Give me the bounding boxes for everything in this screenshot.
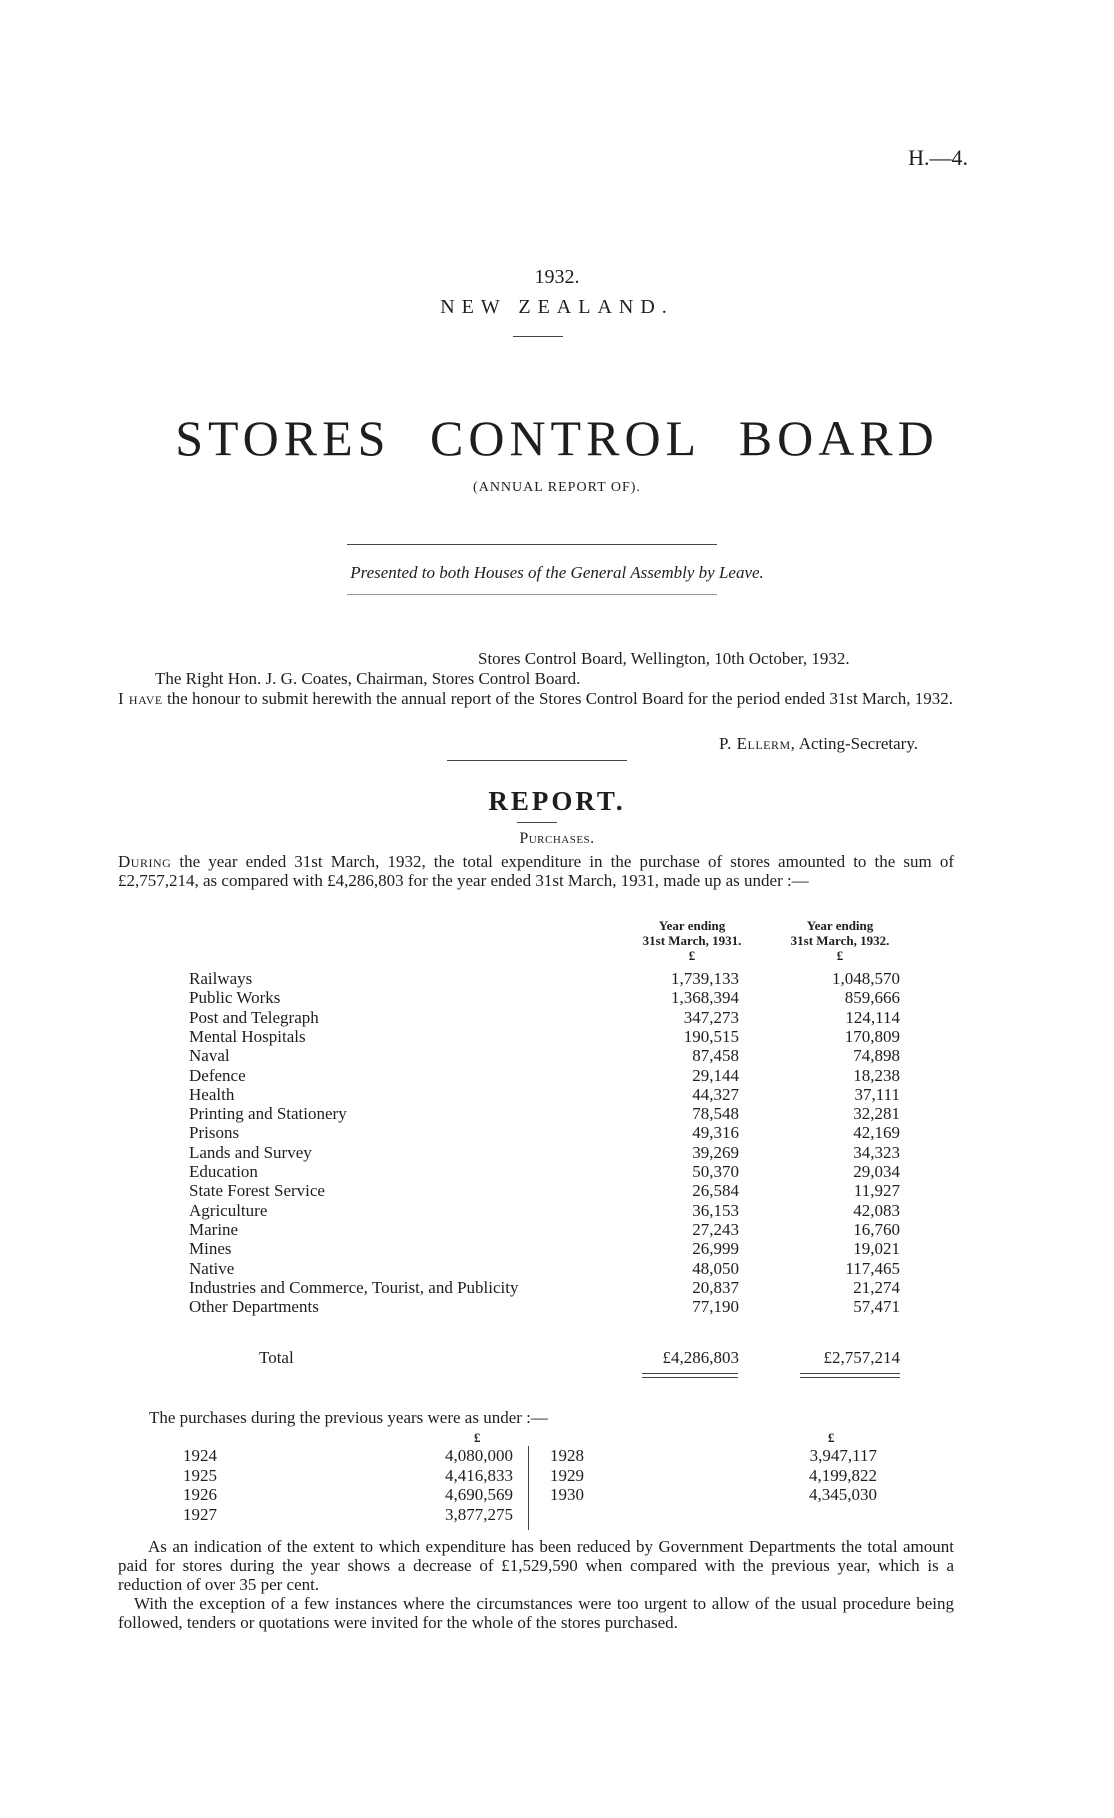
department-name: Marine — [189, 1219, 239, 1239]
previous-year-value: 4,345,030 — [809, 1485, 877, 1504]
previous-year-row — [183, 1505, 513, 1525]
total-underline — [800, 1377, 900, 1378]
previous-year-value: 3,947,117 — [809, 1446, 877, 1465]
department-name: Mental Hospitals — [189, 1026, 306, 1046]
previous-year-value: 4,416,833 — [445, 1465, 513, 1485]
closing-paragraph-1: As an indication of the extent to which expenditure has been reduced by Government Departments the total amount paid for stores during the year shows a decrease of £1,529,590 when compared with the previous year, which is a reduction of over 35 per cent. — [118, 1537, 954, 1594]
previous-year-row — [550, 1485, 877, 1505]
value-1931: 77,190 — [692, 1297, 739, 1317]
report-intro — [118, 852, 954, 890]
signature-title: Acting-Secretary. — [795, 734, 918, 753]
letter-addressee: The Right Hon. J. G. Coates, Chairman, Stores Control Board. — [155, 669, 581, 688]
col-1932-header — [760, 918, 920, 963]
table-row — [0, 1297, 1114, 1317]
previous-year: 1926 — [183, 1485, 217, 1504]
total-label: Total — [259, 1348, 294, 1367]
col-1931-header — [612, 918, 772, 963]
department-name: Lands and Survey — [189, 1142, 312, 1162]
value-1932: 21,274 — [853, 1277, 900, 1297]
previous-year: 1927 — [183, 1504, 217, 1524]
value-1931: 190,515 — [683, 1026, 739, 1046]
column-separator — [528, 1446, 529, 1530]
value-1932: 42,083 — [853, 1200, 900, 1220]
department-name: Industries and Commerce, Tourist, and Publicity — [189, 1277, 519, 1297]
section-heading: Purchases. — [519, 830, 595, 847]
value-1931: 78,548 — [692, 1104, 739, 1124]
department-name: Railways — [189, 969, 253, 988]
table-row — [0, 1181, 1114, 1201]
table-row — [0, 1123, 1114, 1143]
previous-year: 1925 — [183, 1465, 217, 1485]
value-1931: 44,327 — [692, 1084, 739, 1104]
value-1932: 859,666 — [844, 988, 900, 1008]
value-1931: 27,243 — [692, 1219, 739, 1239]
letter-dateline: Stores Control Board, Wellington, 10th October, 1932. — [478, 649, 850, 668]
value-1932: 42,169 — [853, 1123, 900, 1143]
report-intro-opening: During — [118, 852, 172, 871]
previous-year-row — [183, 1466, 513, 1486]
table-row — [0, 1220, 1114, 1240]
department-name: Native — [189, 1258, 235, 1278]
value-1931: 1,368,394 — [671, 988, 739, 1008]
table-row — [0, 1027, 1114, 1047]
previous-year-value: 3,877,275 — [445, 1504, 513, 1524]
department-name: State Forest Service — [189, 1181, 325, 1201]
table-row — [0, 1239, 1114, 1259]
divider — [517, 822, 557, 823]
page-title: STORES CONTROL BOARD — [175, 410, 939, 466]
value-1932: 32,281 — [853, 1104, 900, 1124]
value-1931: 87,458 — [692, 1046, 739, 1066]
letter-body — [118, 689, 954, 708]
department-name: Mines — [189, 1239, 232, 1259]
value-1931: 48,050 — [692, 1258, 739, 1278]
report-heading: REPORT. — [488, 786, 626, 816]
department-name: Prisons — [189, 1123, 240, 1143]
col-1932-currency: £ — [836, 948, 844, 963]
divider — [447, 760, 627, 761]
document-year: 1932. — [534, 266, 580, 288]
previous-year-row — [183, 1485, 513, 1505]
value-1932: 16,760 — [853, 1219, 900, 1239]
letter-opening: I have — [118, 689, 163, 708]
previous-year: 1924 — [183, 1446, 217, 1465]
value-1932: 34,323 — [853, 1142, 900, 1162]
table-row — [0, 1278, 1114, 1298]
previous-year-row — [183, 1446, 513, 1466]
previous-year-row — [550, 1446, 877, 1466]
signature-name: P. Ellerm, — [719, 734, 796, 753]
closing-paragraph-2: With the exception of a few instances where the circumstances were too urgent to allow of the usual procedure being followed, tenders or quotations were invited for the whole of the stores purchased. — [118, 1594, 954, 1632]
country-name: NEW ZEALAND. — [440, 296, 674, 318]
table-row — [0, 1259, 1114, 1279]
department-name: Defence — [189, 1065, 246, 1085]
table-row — [0, 1201, 1114, 1221]
table-total-row — [0, 1348, 1114, 1368]
value-1932: 11,927 — [853, 1181, 900, 1201]
value-1932: 19,021 — [853, 1239, 900, 1259]
department-name: Printing and Stationery — [189, 1104, 347, 1124]
total-underline — [642, 1377, 738, 1378]
total-underline — [642, 1373, 738, 1374]
department-name: Agriculture — [189, 1200, 268, 1220]
value-1932: 74,898 — [853, 1046, 900, 1066]
table-row — [0, 1085, 1114, 1105]
value-1932: 1,048,570 — [832, 969, 900, 988]
value-1932: 18,238 — [853, 1065, 900, 1085]
page-subtitle: (ANNUAL REPORT OF). — [473, 480, 641, 495]
document-reference: H.—4. — [908, 145, 968, 170]
previous-year: 1930 — [550, 1485, 584, 1504]
divider — [347, 544, 717, 545]
table-row — [0, 969, 1114, 989]
value-1932: 57,471 — [853, 1297, 900, 1317]
col-1932-header-line2: 31st March, 1932. — [790, 933, 890, 948]
value-1931: 20,837 — [692, 1277, 739, 1297]
previous-currency-left: £ — [474, 1430, 481, 1445]
previous-year: 1928 — [550, 1446, 584, 1465]
previous-currency-right: £ — [828, 1430, 835, 1445]
value-1932: 117,465 — [845, 1258, 900, 1278]
total-1932: £2,757,214 — [823, 1348, 900, 1367]
value-1931: 39,269 — [692, 1142, 739, 1162]
col-1932-header-line1: Year ending — [806, 918, 874, 933]
total-underline — [800, 1373, 900, 1374]
previous-year-row — [550, 1466, 877, 1486]
department-name: Health — [189, 1084, 235, 1104]
value-1931: 49,316 — [692, 1123, 739, 1143]
divider — [347, 594, 717, 595]
col-1931-currency: £ — [688, 948, 696, 963]
value-1932: 170,809 — [844, 1026, 900, 1046]
department-name: Post and Telegraph — [189, 1007, 319, 1027]
divider — [513, 336, 563, 337]
col-1931-header-line1: Year ending — [658, 918, 726, 933]
table-row — [0, 1162, 1114, 1182]
department-name: Education — [189, 1162, 258, 1181]
value-1931: 26,999 — [692, 1239, 739, 1259]
previous-year-value: 4,080,000 — [445, 1446, 513, 1465]
presented-note: Presented to both Houses of the General Assembly by Leave. — [350, 563, 764, 582]
table-row — [0, 1143, 1114, 1163]
col-1931-header-line2: 31st March, 1931. — [642, 933, 742, 948]
previous-year-value: 4,199,822 — [809, 1465, 877, 1485]
table-row — [0, 1104, 1114, 1124]
table-row — [0, 1066, 1114, 1086]
previous-years-intro: The purchases during the previous years were as under :— — [149, 1408, 548, 1427]
value-1931: 29,144 — [692, 1065, 739, 1085]
value-1931: 1,739,133 — [671, 969, 739, 988]
value-1932: 37,111 — [854, 1084, 900, 1104]
total-1931: £4,286,803 — [662, 1348, 739, 1367]
report-intro-text: the year ended 31st March, 1932, the total expenditure in the purchase of stores amounted to the sum of £2,757,214, as compared with £4,286,803 for the year ended 31st March, 1931, made up as under :— — [118, 852, 954, 890]
value-1931: 36,153 — [692, 1200, 739, 1220]
value-1931: 347,273 — [683, 1007, 739, 1027]
table-row — [0, 1008, 1114, 1028]
value-1932: 29,034 — [853, 1162, 900, 1181]
department-name: Naval — [189, 1046, 230, 1066]
value-1931: 26,584 — [692, 1181, 739, 1201]
letter-signature — [719, 734, 918, 754]
table-row — [0, 988, 1114, 1008]
letter-body-text: the honour to submit herewith the annual report of the Stores Control Board for the period ended 31st March, 1932. — [162, 689, 954, 708]
value-1931: 50,370 — [692, 1162, 739, 1181]
value-1932: 124,114 — [845, 1007, 900, 1027]
department-name: Other Departments — [189, 1297, 319, 1317]
department-name: Public Works — [189, 988, 281, 1008]
previous-year-value: 4,690,569 — [445, 1485, 513, 1504]
previous-year: 1929 — [550, 1465, 584, 1485]
table-row — [0, 1046, 1114, 1066]
